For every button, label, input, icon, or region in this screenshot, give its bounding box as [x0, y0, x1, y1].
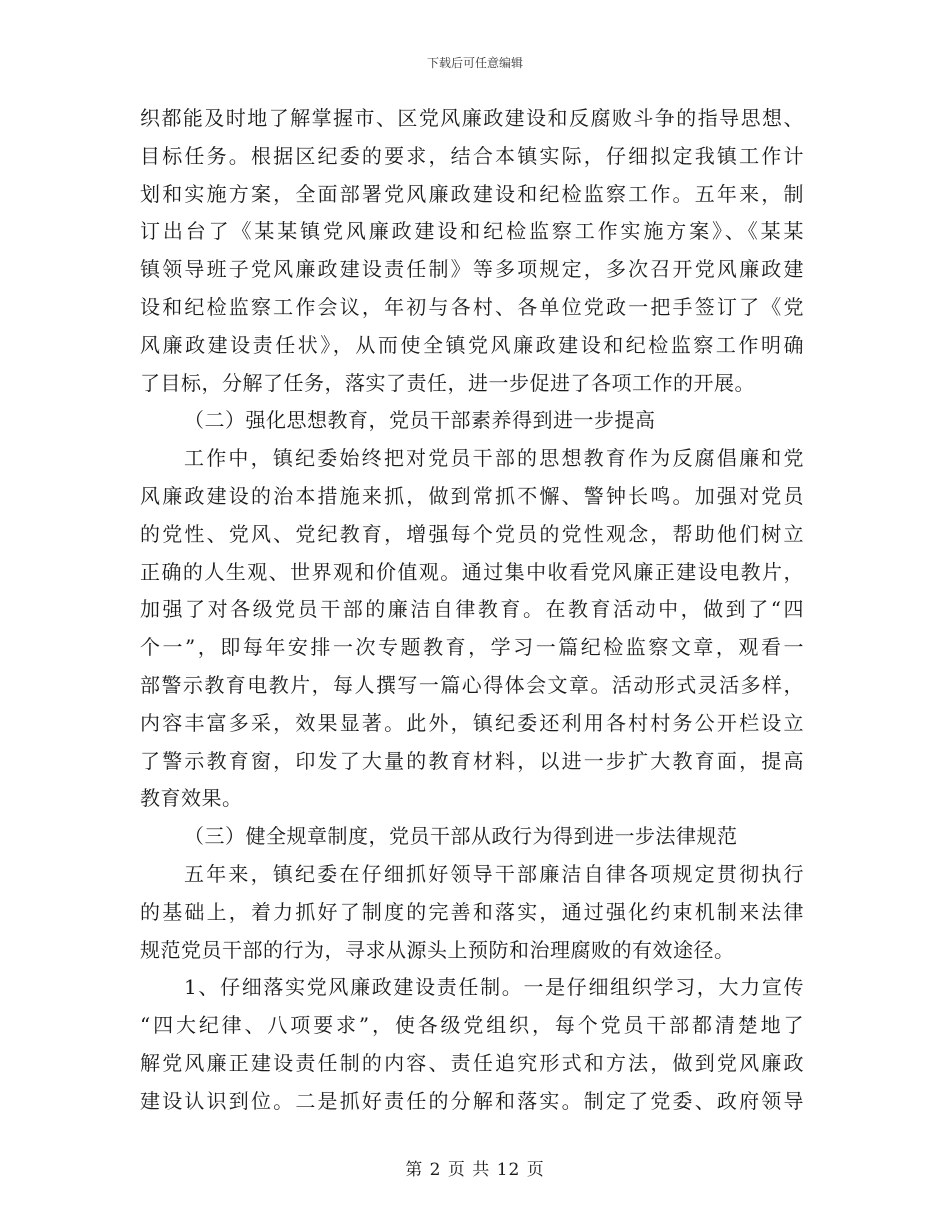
section-heading: （二）强化思想教育，党员干部素养得到进一步提高	[184, 408, 656, 433]
text-line: 了警示教育窗，印发了大量的教育材料，以进一步扩大教育面，提高	[140, 748, 804, 773]
text-line: 风廉政建设的治本措施来抓，做到常抓不懈、警钟长鸣。加强对党员	[140, 483, 804, 508]
section-heading: （三）健全规章制度，党员干部从政行为得到进一步法律规范	[184, 824, 738, 849]
page-footer: 第 2 页 共 12 页	[405, 1160, 545, 1180]
document-body	[140, 100, 804, 1121]
page-header: 下载后可任意编辑	[426, 56, 523, 70]
text-line: 订出台了《某某镇党风廉政建设和纪检监察工作实施方案》、《某某	[140, 219, 804, 244]
text-line: 的党性、党风、党纪教育，增强每个党员的党性观念，帮助他们树立	[140, 521, 804, 546]
text-line: 设和纪检监察工作会议，年初与各村、各单位党政一把手签订了《党	[140, 294, 804, 319]
text-line: 了目标，分解了任务，落实了责任，进一步促进了各项工作的开展。	[140, 370, 755, 395]
text-line: 解党风廉正建设责任制的内容、责任追究形式和方法，做到党风廉政	[140, 1050, 804, 1075]
text-line: 镇领导班子党风廉政建设责任制》等多项规定，多次召开党风廉政建	[140, 257, 804, 282]
text-line: 规范党员干部的行为，寻求从源头上预防和治理腐败的有效途径。	[140, 937, 735, 962]
text-line: 风廉政建设责任状》，从而使全镇党风廉政建设和纪检监察工作明确	[140, 332, 804, 357]
text-line: 织都能及时地了解掌握市、区党风廉政建设和反腐败斗争的指导思想、	[140, 106, 804, 130]
text-line: 教育效果。	[140, 786, 243, 811]
text-line: 1、仔细落实党风廉政建设责任制。一是仔细组织学习，大力宣传	[184, 975, 804, 1000]
text-line: 划和实施方案，全面部署党风廉政建设和纪检监察工作。五年来，制	[140, 181, 804, 206]
text-line: “四大纪律、八项要求”，使各级党组织，每个党员干部都清楚地了	[140, 1013, 804, 1038]
text-line: 的基础上，着力抓好了制度的完善和落实，通过强化约束机制来法律	[140, 899, 804, 924]
text-line: 内容丰富多采，效果显著。此外，镇纪委还利用各村村务公开栏设立	[140, 710, 804, 735]
text-line: 目标任务。根据区纪委的要求，结合本镇实际，仔细拟定我镇工作计	[140, 143, 804, 168]
text-line: 部警示教育电教片，每人撰写一篇心得体会文章。活动形式灵活多样，	[140, 672, 804, 697]
text-line: 工作中，镇纪委始终把对党员干部的思想教育作为反腐倡廉和党	[184, 446, 804, 471]
text-line: 正确的人生观、世界观和价值观。通过集中收看党风廉正建设电教片，	[140, 559, 804, 584]
text-line: 五年来，镇纪委在仔细抓好领导干部廉洁自律各项规定贯彻执行	[184, 861, 804, 886]
text-line: 加强了对各级党员干部的廉洁自律教育。在教育活动中，做到了“四	[140, 597, 804, 622]
text-line: 个一”，即每年安排一次专题教育，学习一篇纪检监察文章，观看一	[140, 635, 804, 660]
text-line: 建设认识到位。二是抓好责任的分解和落实。制定了党委、政府领导	[140, 1088, 804, 1113]
